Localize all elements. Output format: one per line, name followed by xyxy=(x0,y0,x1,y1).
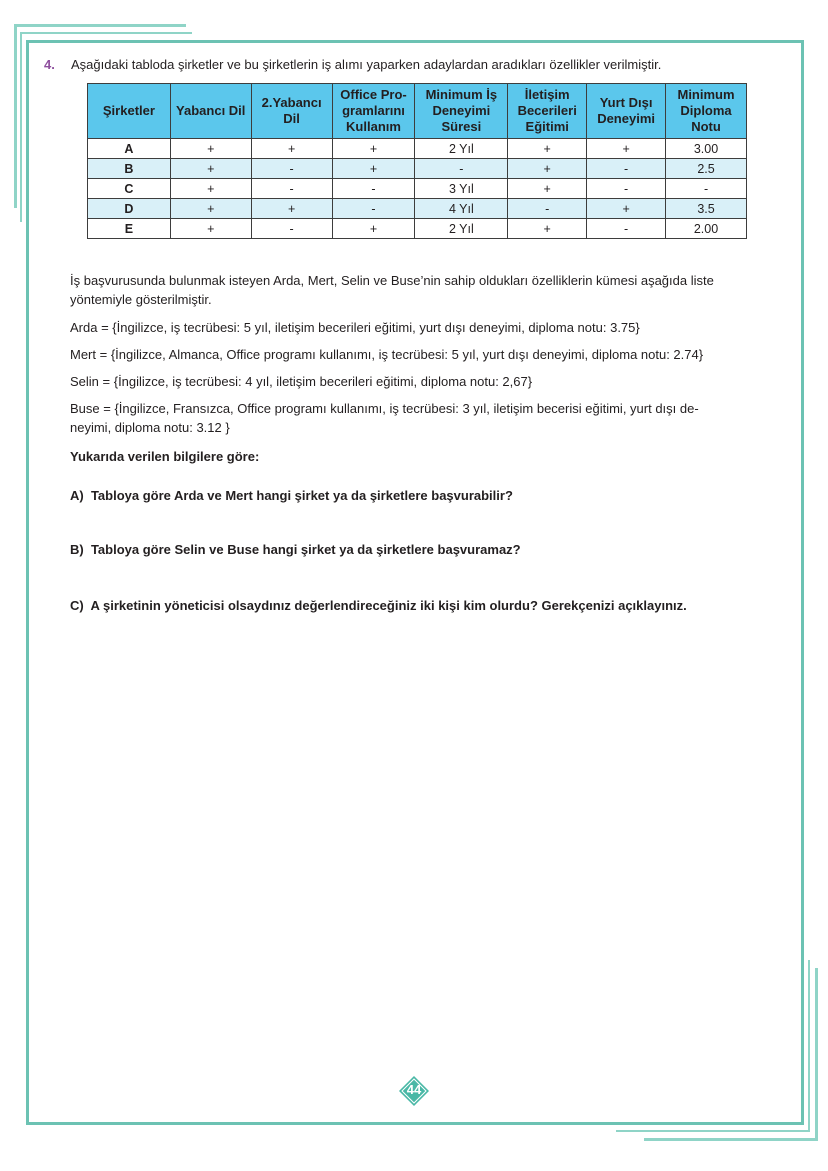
table-cell: 2.00 xyxy=(666,219,747,239)
sub-question-text: Tabloya göre Arda ve Mert hangi şirket ya da şirketlere başvurabilir? xyxy=(90,488,513,503)
table-cell: + xyxy=(170,139,251,159)
table-cell: E xyxy=(88,219,171,239)
table-cell: 4 Yıl xyxy=(415,199,508,219)
set-buse-line1: Buse = {İngilizce, Fransızca, Office programı kullanımı, iş tecrübesi: 3 yıl, iletişim becerisi eğitimi, yurt dışı de- xyxy=(70,401,699,416)
table-cell: + xyxy=(170,159,251,179)
header-cell: Minimum İş Deneyimi Süresi xyxy=(415,84,508,139)
header-cell: Yabancı Dil xyxy=(170,84,251,139)
sub-question-a xyxy=(70,487,513,504)
table-cell: + xyxy=(587,199,666,219)
table-cell: + xyxy=(251,139,332,159)
table-cell: 3.5 xyxy=(666,199,747,219)
header-cell: Office Pro-gramlarını Kullanım xyxy=(332,84,415,139)
set-mert: Mert = {İngilizce, Almanca, Office programı kullanımı, iş tecrübesi: 5 yıl, yurt dışı deneyimi, diploma notu: 2.74} xyxy=(70,347,704,362)
table-cell: - xyxy=(332,179,415,199)
table-row xyxy=(88,199,747,219)
table-cell: + xyxy=(332,139,415,159)
table-cell: + xyxy=(508,179,587,199)
set-arda: Arda = {İngilizce, iş tecrübesi: 5 yıl, iletişim becerileri eğitimi, yurt dışı deneyimi, diploma notu: 3.75} xyxy=(70,320,640,335)
table-cell: D xyxy=(88,199,171,219)
page-number-badge xyxy=(398,1075,430,1107)
question-intro: Aşağıdaki tabloda şirketler ve bu şirketlerin iş alımı yaparken adaylardan aradıkları özellikler verilmiştir. xyxy=(71,57,662,72)
sub-question-label: C) xyxy=(70,598,84,613)
sub-question-label: B) xyxy=(70,542,84,557)
table-cell: - xyxy=(251,159,332,179)
sub-question-text: A şirketinin yöneticisi olsaydınız değerlendireceğiniz iki kişi kim olurdu? Gerekçenizi açıklayınız. xyxy=(90,598,687,613)
table-cell: + xyxy=(508,139,587,159)
table-cell: + xyxy=(508,219,587,239)
table-cell: C xyxy=(88,179,171,199)
table-row xyxy=(88,159,747,179)
table-cell: - xyxy=(587,159,666,179)
table-cell: + xyxy=(170,219,251,239)
sub-question-label: A) xyxy=(70,488,84,503)
table-row xyxy=(88,139,747,159)
table-cell: + xyxy=(332,159,415,179)
sub-question-c xyxy=(70,597,687,614)
question-header xyxy=(44,56,754,73)
table-cell: 3 Yıl xyxy=(415,179,508,199)
header-cell: Şirketler xyxy=(88,84,171,139)
table-cell: - xyxy=(587,179,666,199)
table-cell: A xyxy=(88,139,171,159)
header-cell: Minimum Diploma Notu xyxy=(666,84,747,139)
page-number: 44 xyxy=(406,1082,422,1097)
table-cell: - xyxy=(332,199,415,219)
table-cell: B xyxy=(88,159,171,179)
set-selin: Selin = {İngilizce, iş tecrübesi: 4 yıl, iletişim becerileri eğitimi, diploma notu: 2,67} xyxy=(70,374,533,389)
intro-paragraph: İş başvurusunda bulunmak isteyen Arda, Mert, Selin ve Buse’nin sahip oldukları özelliklerin kümesi aşağıda liste yöntemiyle gösterilmiştir. xyxy=(70,273,714,307)
table-cell: - xyxy=(666,179,747,199)
lead-in: Yukarıda verilen bilgilere göre: xyxy=(70,449,260,464)
table-cell: + xyxy=(170,179,251,199)
table-cell: - xyxy=(508,199,587,219)
header-cell: İletişim Becerileri Eğitimi xyxy=(508,84,587,139)
header-cell: 2.Yabancı Dil xyxy=(251,84,332,139)
table-cell: + xyxy=(170,199,251,219)
table-cell: - xyxy=(251,219,332,239)
table-cell: + xyxy=(332,219,415,239)
table-cell: + xyxy=(508,159,587,179)
table-cell: + xyxy=(251,199,332,219)
question-number: 4. xyxy=(44,57,55,72)
criteria-table xyxy=(87,83,747,239)
table-row xyxy=(88,179,747,199)
table-cell: 2 Yıl xyxy=(415,139,508,159)
table-row xyxy=(88,219,747,239)
table-cell: 2 Yıl xyxy=(415,219,508,239)
sub-question-text: Tabloya göre Selin ve Buse hangi şirket ya da şirketlere başvuramaz? xyxy=(90,542,521,557)
header-cell: Yurt Dışı Deneyimi xyxy=(587,84,666,139)
table-cell: 2.5 xyxy=(666,159,747,179)
sub-question-b xyxy=(70,541,521,558)
table-cell: - xyxy=(587,219,666,239)
table-cell: + xyxy=(587,139,666,159)
set-buse-line2: neyimi, diploma notu: 3.12 } xyxy=(70,420,230,435)
table-cell: 3.00 xyxy=(666,139,747,159)
table-cell: - xyxy=(415,159,508,179)
table-cell: - xyxy=(251,179,332,199)
table-header-row xyxy=(88,84,747,139)
